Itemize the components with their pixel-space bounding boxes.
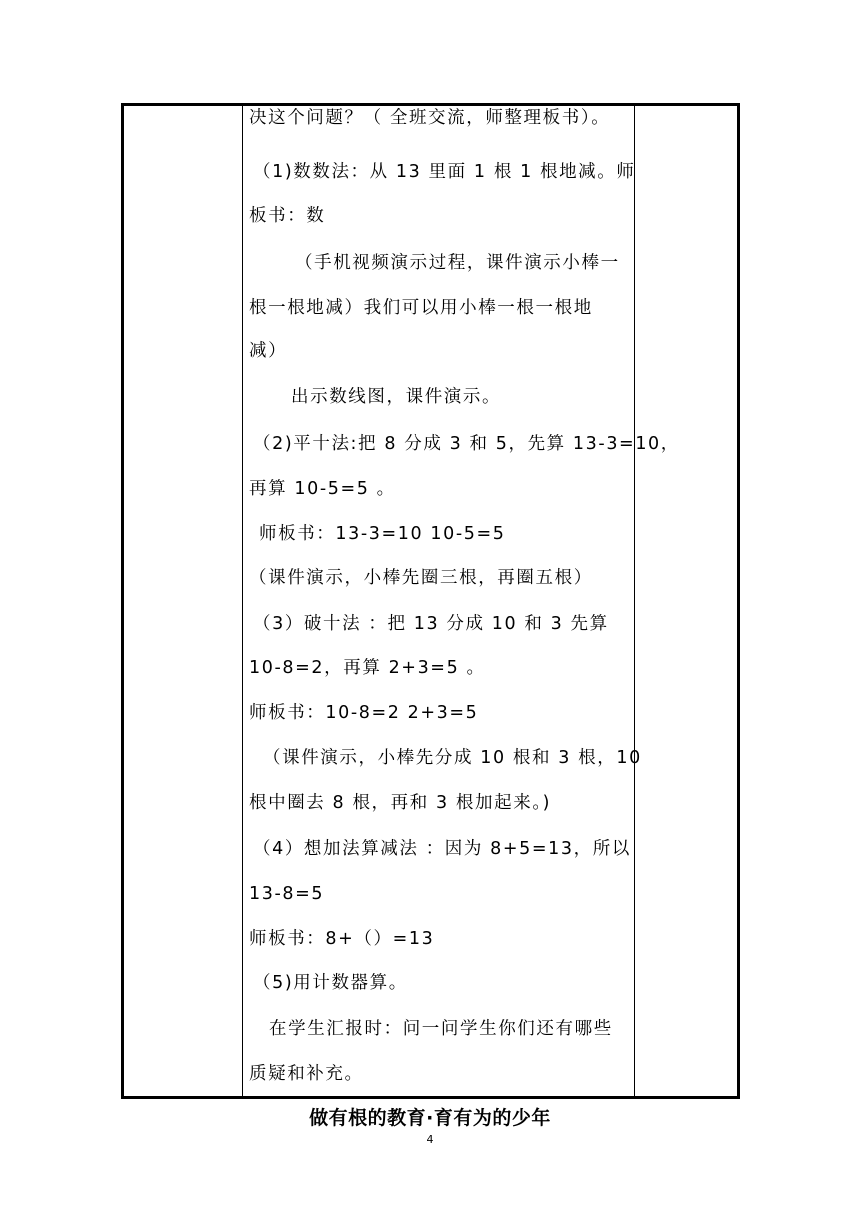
content-line: （课件演示，小棒先分成 10 根和 3 根，10 (263, 748, 642, 768)
table-column-divider-right (634, 106, 635, 1096)
content-line: 再算 10-5=5 。 (249, 479, 396, 499)
content-line: （2)平十法:把 8 分成 3 和 5，先算 13-3=10， (253, 434, 680, 454)
content-line: （手机视频演示过程，课件演示小棒一 (295, 253, 620, 273)
content-line: （1)数数法：从 13 里面 1 根 1 根地减。师 (253, 162, 636, 182)
content-line: 根一根地减）我们可以用小棒一根一根地 (249, 298, 593, 318)
content-line: （3）破十法 ：把 13 分成 10 和 3 先算 (253, 614, 609, 634)
content-line: （5)用计数器算。 (253, 973, 408, 993)
content-line: （课件演示，小棒先圈三根，再圈五根） (249, 568, 593, 588)
content-line: 13-8=5 (249, 884, 325, 904)
content-line: 减） (249, 341, 288, 361)
content-line: 师板书：10-8=2 2+3=5 (249, 703, 479, 723)
content-line: 在学生汇报时：问一问学生你们还有哪些 (269, 1019, 613, 1039)
page-number: 4 (426, 1133, 434, 1146)
content-line: 板书：数 (249, 206, 326, 226)
content-line: 出示数线图，课件演示。 (291, 387, 502, 407)
content-line: （4）想加法算减法 ：因为 8+5=13，所以 (253, 839, 631, 859)
table-column-divider-left (242, 106, 243, 1096)
content-line: 质疑和补充。 (249, 1064, 364, 1084)
content-line: 决这个问题？（ 全班交流，师整理板书）。 (249, 108, 611, 128)
content-line: 根中圈去 8 根，再和 3 根加起来。) (249, 793, 552, 813)
content-line: 10-8=2，再算 2+3=5 。 (249, 658, 486, 678)
content-line: 师板书：13-3=10 10-5=5 (259, 524, 506, 544)
footer-motto: 做有根的教育·育有为的少年 (309, 1107, 551, 1129)
content-line: 师板书：8+（）=13 (249, 929, 435, 949)
